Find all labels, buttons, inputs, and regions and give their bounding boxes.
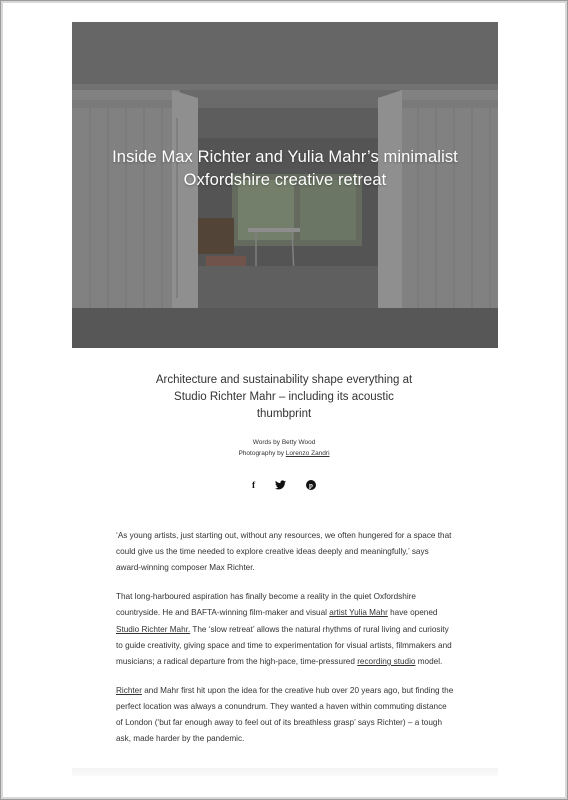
author-name: Betty Wood	[281, 439, 316, 446]
article-title: Inside Max Richter and Yulia Mahr’s minimalist Oxfordshire creative retreat	[112, 148, 458, 189]
text-span: The ‘slow retreat’ allows the natural rhythms of rural living and curiosity to guide creativity, giving space and time to experimentation for visual artists, filmmakers and musicians; a radical departure from the high-pace, time-pressured	[116, 624, 452, 666]
paragraph-1: ‘As young artists, just starting out, without any resources, we often hungered for a space that could give us the time needed to explore creative ideas deeply and meaningfully,’ says award-winning composer Max Richter.	[116, 531, 452, 573]
twitter-icon[interactable]	[275, 477, 286, 495]
text-span: That long-harboured aspiration has finally become a reality in the quiet Oxfordshire countryside. He and BAFTA-winning film-maker and visual	[116, 592, 416, 618]
social-share-bar	[252, 480, 316, 492]
pinterest-icon[interactable]	[306, 477, 316, 495]
author-credit	[0, 437, 568, 448]
article-credits	[0, 437, 568, 459]
photography-by-label: Photography by	[238, 450, 286, 457]
photographer-link[interactable]: Lorenzo Zandri	[285, 450, 330, 457]
artist-yulia-mahr-link[interactable]: artist Yulia Mahr	[329, 608, 388, 618]
text-span: have opened	[387, 608, 438, 618]
richter-link[interactable]: Richter	[116, 685, 142, 695]
svg-text:p: p	[309, 481, 313, 490]
words-by-label: Words by	[252, 439, 282, 446]
recording-studio-link[interactable]: recording studio	[357, 656, 416, 666]
text-span: model.	[415, 656, 443, 666]
paragraph-3	[116, 683, 454, 748]
studio-richter-mahr-link[interactable]: Studio Richter Mahr.	[116, 624, 191, 634]
text-span: and Mahr first hit upon the idea for the creative hub over 20 years ago, but finding the perfect location was always a conundrum. They wanted a haven within commuting distance of London (‘but far enough away to feel out of its breathless grasp’ says Richter) – a tough ask, made harder by the pandemic.	[116, 685, 454, 744]
paragraph-2	[116, 589, 454, 670]
facebook-icon[interactable]: f	[252, 481, 256, 491]
hero-image	[72, 22, 498, 348]
article-body	[116, 528, 454, 760]
page-bottom-edge	[72, 768, 498, 776]
article-standfirst: Architecture and sustainability shape everything at Studio Richter Mahr – including its acoustic thumbprint	[155, 374, 413, 420]
photographer-credit	[0, 448, 568, 459]
